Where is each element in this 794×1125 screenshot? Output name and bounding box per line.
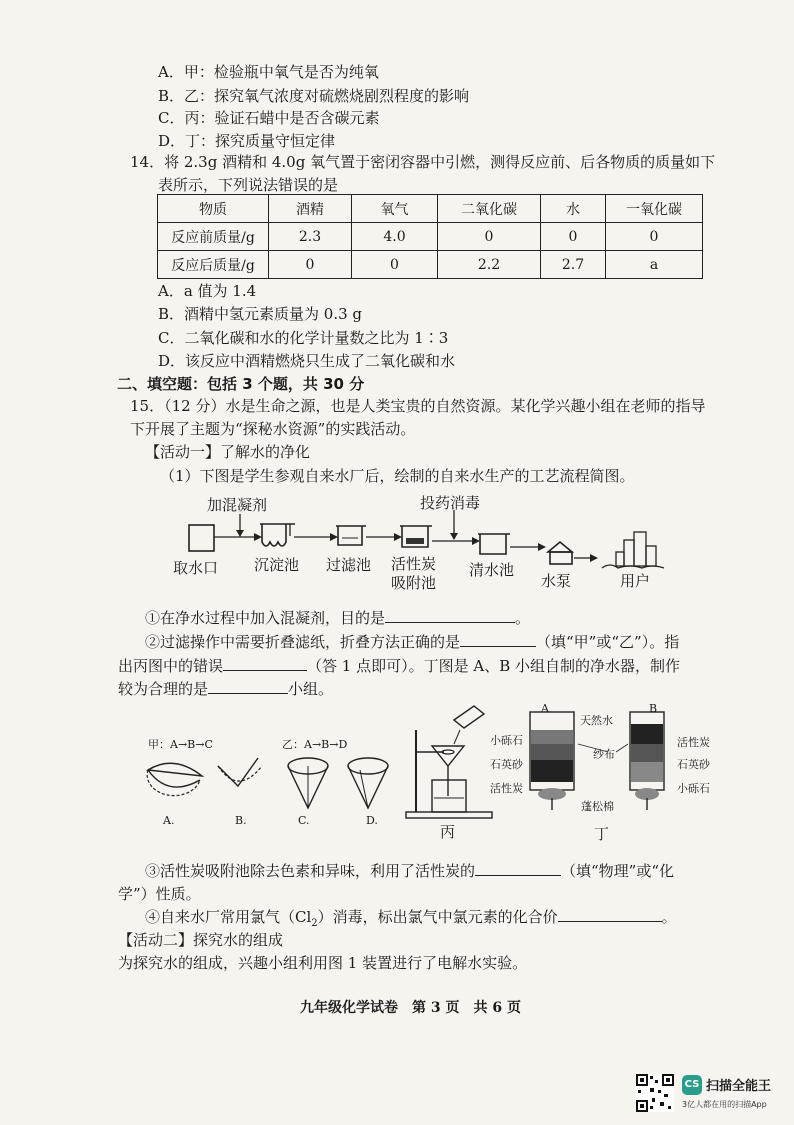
answer-blank[interactable] (475, 861, 561, 876)
answer-blank[interactable] (460, 632, 536, 647)
flow-node-label: 吸附池 (391, 574, 437, 592)
answer-blank[interactable] (208, 679, 288, 694)
table-cell: 2.7 (541, 251, 606, 279)
user-buildings-icon (602, 532, 664, 568)
q14-stem-1: 14．将 2.3g 酒精和 4.0g 氧气置于密闭容器中引燃，测得反应前、后各物质的质量如下 (130, 153, 716, 171)
q15-question-3-cont: 学”）性质。 (118, 885, 201, 903)
layer-label-right: 小砾石 (677, 782, 710, 795)
table-cell: 0 (606, 223, 703, 251)
q14-option-a: A．a 值为 1.4 (158, 282, 257, 300)
q15-question-2-cont (118, 656, 680, 676)
method-jia-label: 甲：A→B→C (148, 738, 213, 751)
table-header-cell: 氧气 (352, 195, 438, 223)
filter-paper-b-icon (218, 758, 262, 786)
q14-stem-2: 表所示，下列说法错误的是 (158, 176, 339, 194)
natural-water-label: 天然水 (580, 714, 613, 727)
q15-intro-1: 15．（12 分）水是生命之源，也是人类宝贵的自然资源。某化学兴趣小组在老师的指导 (130, 397, 706, 415)
flow-node-label: 活性炭 (391, 555, 437, 573)
purifier-b-icon (630, 712, 664, 810)
scanner-app-tagline: 3亿人都在用的扫描App (682, 1100, 767, 1109)
q3-text-b: （填“物理”或“化 (561, 862, 675, 880)
table-header-row (158, 195, 703, 223)
table-header-cell: 酒精 (269, 195, 352, 223)
q3-text-a: ③活性炭吸附池除去色素和异味，利用了活性炭的 (145, 862, 476, 880)
table-header-cell: 水 (541, 195, 606, 223)
table-cell: 4.0 (352, 223, 438, 251)
q4-dot: 。 (661, 908, 677, 926)
q2-text-f: 小组。 (288, 680, 334, 698)
filter-paper-a-icon (147, 763, 202, 795)
q13-option-a: A．甲：检验瓶中氧气是否为纯氧 (158, 63, 379, 81)
q14-option-d: D．该反应中酒精燃烧只生成了二氧化碳和水 (158, 352, 456, 370)
flow-node-label: 水泵 (541, 572, 572, 590)
layer-label-left: 小砾石 (490, 734, 523, 747)
layer-label-right: 石英砂 (677, 758, 710, 771)
q14-option-c: C．二氧化碳和水的化学计量数之比为 1∶3 (158, 329, 449, 347)
adsorption-tank-icon (400, 526, 432, 547)
table-cell: a (606, 251, 703, 279)
q13-option-d: D．丁：探究质量守恒定律 (158, 132, 336, 150)
add-disinfectant-label: 投药消毒 (420, 494, 481, 512)
filter-cone-d-icon (348, 758, 388, 808)
answer-blank[interactable] (385, 608, 515, 623)
figure-letter: A. (163, 814, 175, 827)
table-header-cell: 物质 (158, 195, 269, 223)
figure-ding-label: 丁 (594, 825, 610, 843)
flow-node-label: 沉淀池 (254, 556, 300, 574)
q2-text-c: 出丙图中的错误 (118, 657, 224, 675)
q15-sub1: （1）下图是学生参观自来水厂后，绘制的自来水生产的工艺流程简图。 (160, 467, 635, 485)
pump-house-icon (548, 542, 572, 564)
q2-text-b: （填“甲”或“乙”）。指 (536, 633, 680, 651)
table-cell: 0 (269, 251, 352, 279)
q4-text-end: ）消毒，标出氯气中氯元素的化合价 (317, 908, 558, 926)
q15-question-3 (145, 861, 674, 881)
filter-tank-icon (336, 526, 366, 545)
layer-label-left: 活性炭 (490, 782, 523, 795)
q2-text-e: 较为合理的是 (118, 680, 209, 698)
scanner-app-name: 扫描全能王 (706, 1079, 772, 1094)
table-row (158, 223, 703, 251)
table-cell: 0 (438, 223, 541, 251)
gauze-label: 纱布 (593, 748, 615, 761)
activity-two-heading: 【活动二】探究水的组成 (118, 931, 284, 949)
intake-icon (189, 525, 214, 551)
table-cell: 2.3 (269, 223, 352, 251)
clean-water-tank-icon (478, 534, 510, 554)
q15-question-2 (145, 632, 679, 652)
q13-option-c: C．丙：验证石蜡中是否含碳元素 (158, 109, 380, 127)
answer-blank[interactable] (223, 656, 307, 671)
q15-question-1 (145, 608, 530, 628)
layer-label-right: 活性炭 (677, 736, 710, 749)
q15-intro-2: 下开展了主题为“探秘水资源”的实践活动。 (130, 420, 416, 438)
section-title: 二、填空题：包括 3 个题，共 30 分 (117, 375, 365, 393)
q14-mass-table (157, 194, 703, 279)
flow-node-label: 取水口 (173, 559, 219, 577)
add-coagulant-label: 加混凝剂 (207, 496, 268, 514)
table-cell: 2.2 (438, 251, 541, 279)
purifier-a-icon (530, 712, 574, 810)
q4-subscript: 2 (311, 918, 318, 929)
filter-cone-c-icon (288, 758, 328, 808)
figure-letter: D. (366, 814, 378, 827)
table-cell: 0 (541, 223, 606, 251)
cotton-label: 蓬松棉 (581, 800, 614, 813)
filter-paper-folding-figure (140, 750, 390, 820)
activity-one-heading: 【活动一】了解水的净化 (145, 443, 311, 461)
q13-option-b: B．乙：探究氧气浓度对硫燃烧剧烈程度的影响 (158, 87, 470, 105)
figure-bing-label: 丙 (440, 823, 456, 841)
table-cell: 反应前质量/g (158, 223, 269, 251)
q2-text-a: ②过滤操作中需要折叠滤纸，折叠方法正确的是 (145, 633, 461, 651)
table-header-cell: 二氧化碳 (438, 195, 541, 223)
method-yi-label: 乙：A→B→D (282, 738, 348, 751)
flow-node-label: 用户 (620, 572, 651, 590)
q1-text: ①在净水过程中加入混凝剂，目的是 (145, 609, 386, 627)
answer-blank[interactable] (558, 907, 662, 922)
q15-question-2-end (118, 679, 333, 699)
table-cell: 0 (352, 251, 438, 279)
device-b-label: B (649, 702, 658, 715)
filtration-apparatus-figure (398, 700, 498, 825)
qr-code-icon (636, 1074, 674, 1112)
flow-node-label: 过滤池 (326, 556, 372, 574)
flow-node-label: 清水池 (469, 561, 515, 579)
sedimentation-tank-icon (260, 524, 295, 546)
layer-label-left: 石英砂 (490, 758, 523, 771)
device-a-label: A (541, 702, 549, 715)
table-header-cell: 一氧化碳 (606, 195, 703, 223)
scanner-logo-icon: CS (682, 1075, 702, 1095)
table-cell: 反应后质量/g (158, 251, 269, 279)
page-footer: 九年级化学试卷 第 3 页 共 6 页 (300, 1000, 521, 1016)
activity-two-text: 为探究水的组成，兴趣小组利用图 1 装置进行了电解水实验。 (118, 954, 528, 972)
figure-letter: B. (235, 814, 247, 827)
q4-text: ④自来水厂常用氯气（Cl (145, 908, 312, 926)
figure-letter: C. (298, 814, 310, 827)
q1-end: 。 (515, 609, 531, 627)
q14-option-b: B．酒精中氢元素质量为 0.3 g (158, 305, 363, 323)
table-row (158, 251, 703, 279)
q2-text-d: （答 1 点即可）。丁图是 A、B 小组自制的净水器，制作 (307, 657, 680, 675)
